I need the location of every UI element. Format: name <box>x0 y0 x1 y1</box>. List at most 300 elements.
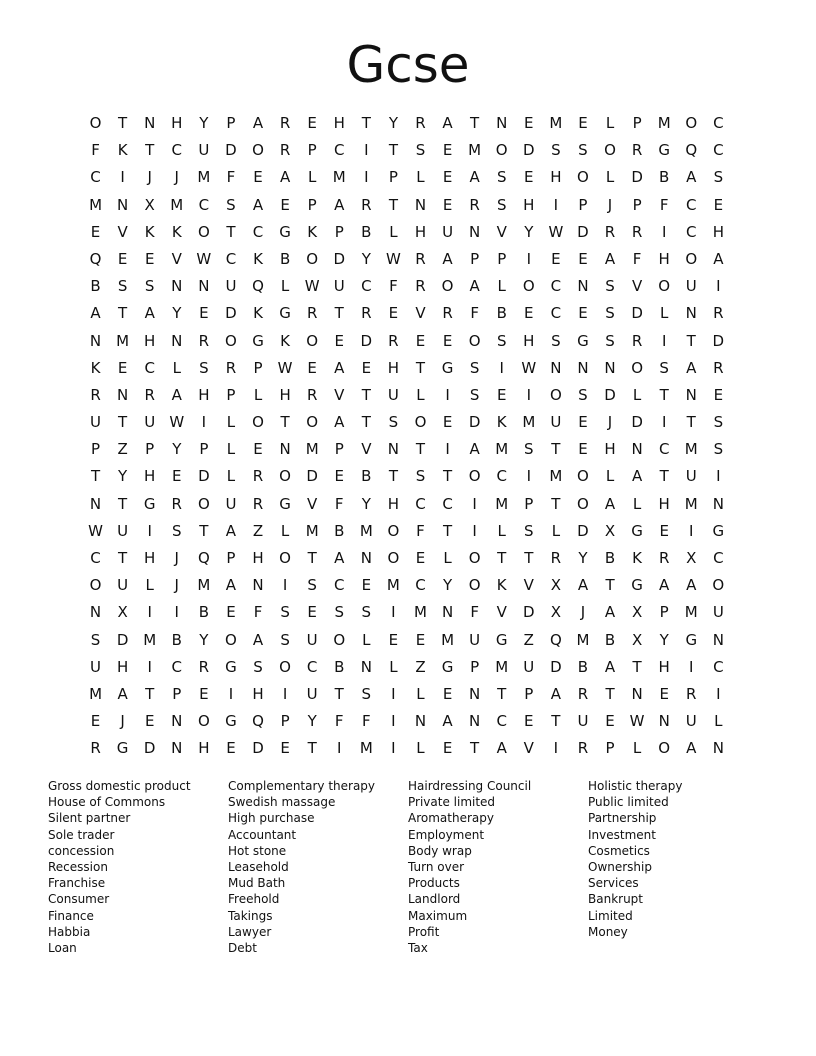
grid-cell[interactable]: S <box>469 358 480 377</box>
grid-cell[interactable]: B <box>659 168 670 187</box>
grid-cell[interactable]: U <box>685 467 697 486</box>
grid-cell[interactable]: L <box>497 521 506 540</box>
grid-cell[interactable]: A <box>252 195 264 214</box>
grid-cell[interactable]: D <box>712 331 725 350</box>
grid-cell[interactable]: Q <box>197 549 210 567</box>
grid-cell[interactable]: U <box>117 576 129 595</box>
grid-cell[interactable]: Y <box>578 549 588 567</box>
grid-cell[interactable]: M <box>89 195 103 214</box>
grid-cell[interactable]: T <box>470 739 480 758</box>
grid-cell[interactable]: O <box>333 630 346 649</box>
grid-cell[interactable]: B <box>604 630 616 649</box>
grid-cell[interactable]: M <box>441 630 455 649</box>
grid-cell[interactable]: P <box>280 712 290 731</box>
grid-cell[interactable]: N <box>279 440 291 459</box>
grid-cell[interactable]: R <box>713 358 724 377</box>
grid-cell[interactable]: A <box>686 576 697 595</box>
grid-cell[interactable]: R <box>388 331 399 350</box>
grid-cell[interactable]: S <box>226 195 236 214</box>
grid-cell[interactable]: Z <box>117 440 128 459</box>
grid-cell[interactable]: F <box>470 304 479 323</box>
grid-cell[interactable]: R <box>658 549 670 567</box>
grid-cell[interactable]: H <box>712 222 724 241</box>
grid-cell[interactable]: E <box>307 603 317 622</box>
grid-cell[interactable]: E <box>524 712 534 731</box>
grid-cell[interactable]: L <box>632 739 642 758</box>
grid-cell[interactable]: E <box>496 385 507 404</box>
grid-cell[interactable]: W <box>521 358 537 377</box>
grid-cell[interactable]: C <box>713 114 724 132</box>
grid-cell[interactable]: M <box>305 440 319 459</box>
grid-cell[interactable]: E <box>280 195 290 214</box>
grid-cell[interactable]: T <box>632 657 642 676</box>
grid-cell[interactable]: I <box>526 467 531 486</box>
grid-cell[interactable]: F <box>470 603 479 622</box>
grid-cell[interactable]: T <box>415 358 426 377</box>
grid-cell[interactable]: O <box>577 467 589 486</box>
grid-cell[interactable]: K <box>253 249 263 268</box>
grid-cell[interactable]: T <box>118 494 128 513</box>
grid-cell[interactable]: C <box>334 141 345 160</box>
grid-cell[interactable]: A <box>442 249 453 268</box>
grid-cell[interactable]: S <box>172 521 182 540</box>
grid-cell[interactable]: E <box>578 304 588 323</box>
grid-cell[interactable]: N <box>712 630 724 649</box>
grid-cell[interactable]: V <box>415 304 426 323</box>
grid-cell[interactable]: C <box>361 277 372 296</box>
grid-cell[interactable]: D <box>360 331 373 350</box>
grid-cell[interactable]: M <box>359 521 373 540</box>
grid-cell[interactable]: O <box>468 549 481 567</box>
grid-cell[interactable]: P <box>605 739 615 758</box>
grid-cell[interactable]: T <box>118 549 128 567</box>
grid-cell[interactable]: W <box>169 413 185 432</box>
grid-cell[interactable]: E <box>334 467 344 486</box>
grid-cell[interactable]: C <box>713 141 724 160</box>
grid-cell[interactable]: I <box>120 168 125 187</box>
grid-cell[interactable]: N <box>144 114 156 132</box>
grid-cell[interactable]: O <box>306 249 319 268</box>
grid-cell[interactable]: L <box>632 494 642 513</box>
grid-cell[interactable]: L <box>605 114 615 132</box>
grid-cell[interactable]: H <box>144 331 156 350</box>
grid-cell[interactable]: A <box>225 576 237 595</box>
grid-cell[interactable]: G <box>631 576 643 595</box>
grid-cell[interactable]: V <box>171 249 182 268</box>
grid-cell[interactable]: T <box>388 141 398 160</box>
grid-cell[interactable]: M <box>332 168 346 187</box>
grid-cell[interactable]: E <box>659 521 669 540</box>
grid-cell[interactable]: H <box>550 168 562 187</box>
grid-cell[interactable]: R <box>90 739 101 758</box>
grid-cell[interactable]: R <box>631 141 643 160</box>
grid-cell[interactable]: M <box>549 467 563 486</box>
grid-cell[interactable]: S <box>361 684 372 703</box>
grid-cell[interactable]: N <box>577 358 589 377</box>
grid-cell[interactable]: N <box>117 195 129 214</box>
grid-cell[interactable]: S <box>524 440 534 459</box>
grid-cell[interactable]: E <box>307 358 317 377</box>
grid-cell[interactable]: A <box>117 684 128 703</box>
grid-cell[interactable]: O <box>549 385 562 404</box>
grid-cell[interactable]: N <box>171 739 183 758</box>
grid-cell[interactable]: D <box>604 385 616 404</box>
grid-cell[interactable]: H <box>523 195 535 214</box>
grid-cell[interactable]: I <box>553 739 559 758</box>
grid-cell[interactable]: W <box>304 277 320 296</box>
grid-cell[interactable]: Z <box>523 630 534 649</box>
grid-cell[interactable]: A <box>604 249 616 268</box>
grid-cell[interactable]: D <box>631 304 643 323</box>
grid-cell[interactable]: C <box>225 249 237 268</box>
grid-cell[interactable]: H <box>198 385 210 404</box>
grid-cell[interactable]: X <box>631 630 643 649</box>
grid-cell[interactable]: B <box>171 630 182 649</box>
grid-cell[interactable]: A <box>252 114 264 132</box>
grid-cell[interactable]: P <box>388 168 398 187</box>
grid-cell[interactable]: D <box>523 141 535 160</box>
grid-cell[interactable]: R <box>225 358 237 377</box>
grid-cell[interactable]: A <box>279 168 291 187</box>
grid-cell[interactable]: T <box>118 413 128 432</box>
grid-cell[interactable]: C <box>550 304 562 323</box>
grid-cell[interactable]: N <box>360 549 372 567</box>
grid-cell[interactable]: Y <box>524 222 534 241</box>
grid-cell[interactable]: S <box>524 521 534 540</box>
grid-cell[interactable]: R <box>306 385 318 404</box>
grid-cell[interactable]: M <box>89 684 103 703</box>
grid-cell[interactable]: P <box>91 440 101 459</box>
grid-cell[interactable]: E <box>361 576 372 595</box>
grid-cell[interactable]: C <box>442 494 453 513</box>
grid-cell[interactable]: I <box>661 331 667 350</box>
grid-cell[interactable]: L <box>226 467 236 486</box>
grid-cell[interactable]: T <box>118 114 128 132</box>
grid-cell[interactable]: B <box>334 521 345 540</box>
grid-cell[interactable]: G <box>279 304 291 323</box>
grid-cell[interactable]: R <box>198 331 210 350</box>
grid-cell[interactable]: O <box>658 739 671 758</box>
grid-cell[interactable]: T <box>497 684 507 703</box>
grid-cell[interactable]: T <box>497 549 507 567</box>
grid-cell[interactable]: L <box>280 277 290 296</box>
grid-cell[interactable]: L <box>443 549 452 567</box>
grid-cell[interactable]: O <box>495 141 508 160</box>
grid-cell[interactable]: T <box>605 684 615 703</box>
grid-cell[interactable]: U <box>712 603 724 622</box>
grid-cell[interactable]: E <box>578 249 588 268</box>
grid-cell[interactable]: C <box>198 195 210 214</box>
grid-cell[interactable]: C <box>415 494 426 513</box>
grid-cell[interactable]: E <box>199 304 209 323</box>
grid-cell[interactable]: O <box>387 521 400 540</box>
grid-cell[interactable]: P <box>172 684 182 703</box>
grid-cell[interactable]: T <box>686 413 696 432</box>
grid-cell[interactable]: M <box>522 413 536 432</box>
grid-cell[interactable]: O <box>279 467 291 486</box>
grid-cell[interactable]: M <box>197 168 211 187</box>
grid-cell[interactable]: N <box>631 684 643 703</box>
grid-cell[interactable]: E <box>442 684 453 703</box>
grid-cell[interactable]: X <box>550 603 561 622</box>
grid-cell[interactable]: T <box>199 521 209 540</box>
grid-cell[interactable]: Y <box>172 440 182 459</box>
grid-cell[interactable]: S <box>144 277 155 296</box>
grid-cell[interactable]: T <box>442 521 453 540</box>
grid-cell[interactable]: D <box>631 413 643 432</box>
grid-cell[interactable]: O <box>658 277 671 296</box>
grid-cell[interactable]: K <box>496 576 507 595</box>
grid-cell[interactable]: J <box>174 168 179 187</box>
grid-cell[interactable]: S <box>713 168 724 187</box>
grid-cell[interactable]: A <box>469 440 480 459</box>
grid-cell[interactable]: N <box>577 277 589 296</box>
grid-cell[interactable]: M <box>684 603 698 622</box>
grid-cell[interactable]: N <box>604 358 616 377</box>
grid-cell[interactable]: H <box>658 657 670 676</box>
grid-cell[interactable]: G <box>279 494 291 513</box>
grid-cell[interactable]: R <box>279 141 291 160</box>
grid-cell[interactable]: P <box>253 358 263 377</box>
grid-cell[interactable]: C <box>713 657 724 676</box>
grid-cell[interactable]: N <box>414 712 427 731</box>
grid-cell[interactable]: L <box>632 385 642 404</box>
grid-cell[interactable]: R <box>252 467 264 486</box>
grid-cell[interactable]: G <box>143 494 156 513</box>
grid-cell[interactable]: V <box>307 494 318 513</box>
grid-cell[interactable]: T <box>470 114 480 132</box>
grid-cell[interactable]: O <box>631 358 643 377</box>
grid-cell[interactable]: B <box>334 657 345 676</box>
grid-cell[interactable]: L <box>389 657 398 676</box>
grid-cell[interactable]: J <box>174 549 179 567</box>
grid-cell[interactable]: D <box>333 249 346 268</box>
grid-cell[interactable]: O <box>522 277 535 296</box>
grid-cell[interactable]: E <box>334 331 344 350</box>
grid-cell[interactable]: E <box>578 114 588 132</box>
grid-cell[interactable]: R <box>577 739 589 758</box>
grid-cell[interactable]: G <box>577 331 589 350</box>
grid-cell[interactable]: C <box>252 222 264 241</box>
grid-cell[interactable]: H <box>171 114 183 132</box>
grid-cell[interactable]: I <box>364 168 369 187</box>
grid-cell[interactable]: C <box>713 549 724 567</box>
grid-cell[interactable]: R <box>198 657 210 676</box>
grid-cell[interactable]: X <box>604 521 616 540</box>
grid-cell[interactable]: M <box>495 440 509 459</box>
grid-cell[interactable]: R <box>604 222 616 241</box>
grid-cell[interactable]: D <box>577 521 589 540</box>
grid-cell[interactable]: A <box>631 467 643 486</box>
grid-cell[interactable]: I <box>147 521 152 540</box>
grid-cell[interactable]: A <box>334 195 345 214</box>
grid-cell[interactable]: K <box>171 222 182 241</box>
grid-cell[interactable]: P <box>307 141 317 160</box>
grid-cell[interactable]: S <box>578 141 588 160</box>
grid-cell[interactable]: I <box>499 358 504 377</box>
grid-cell[interactable]: L <box>605 467 615 486</box>
grid-cell[interactable]: G <box>441 657 454 676</box>
grid-cell[interactable]: P <box>632 195 642 214</box>
grid-cell[interactable]: Q <box>252 712 264 731</box>
grid-cell[interactable]: E <box>226 603 236 622</box>
grid-cell[interactable]: I <box>445 440 450 459</box>
grid-cell[interactable]: I <box>282 576 288 595</box>
grid-cell[interactable]: T <box>145 684 155 703</box>
grid-cell[interactable]: R <box>631 331 643 350</box>
grid-cell[interactable]: I <box>526 249 531 268</box>
grid-cell[interactable]: A <box>686 358 697 377</box>
grid-cell[interactable]: S <box>415 141 426 160</box>
grid-cell[interactable]: P <box>226 549 236 567</box>
grid-cell[interactable]: I <box>228 684 234 703</box>
grid-cell[interactable]: N <box>712 494 724 513</box>
grid-cell[interactable]: P <box>659 603 669 622</box>
grid-cell[interactable]: I <box>526 385 531 404</box>
grid-cell[interactable]: E <box>415 630 426 649</box>
grid-cell[interactable]: S <box>280 630 290 649</box>
grid-cell[interactable]: R <box>252 494 264 513</box>
grid-cell[interactable]: E <box>415 549 426 567</box>
grid-cell[interactable]: Y <box>199 630 209 649</box>
grid-cell[interactable]: U <box>577 712 589 731</box>
grid-cell[interactable]: S <box>280 603 290 622</box>
grid-cell[interactable]: I <box>689 657 694 676</box>
grid-cell[interactable]: U <box>225 277 237 296</box>
grid-cell[interactable]: E <box>442 168 453 187</box>
grid-cell[interactable]: A <box>496 739 507 758</box>
grid-cell[interactable]: G <box>658 141 670 160</box>
grid-cell[interactable]: K <box>90 358 101 377</box>
grid-cell[interactable]: I <box>472 494 477 513</box>
grid-cell[interactable]: J <box>607 413 613 432</box>
grid-cell[interactable]: C <box>144 358 155 377</box>
grid-cell[interactable]: R <box>144 385 155 404</box>
grid-cell[interactable]: S <box>659 358 669 377</box>
grid-cell[interactable]: I <box>364 141 369 160</box>
grid-cell[interactable]: R <box>361 304 372 323</box>
grid-cell[interactable]: U <box>198 141 210 160</box>
grid-cell[interactable]: W <box>629 712 645 731</box>
grid-cell[interactable]: I <box>391 712 396 731</box>
grid-cell[interactable]: A <box>252 630 264 649</box>
grid-cell[interactable]: E <box>524 304 534 323</box>
grid-cell[interactable]: W <box>196 249 212 268</box>
grid-cell[interactable]: D <box>116 630 129 649</box>
grid-cell[interactable]: I <box>147 657 152 676</box>
grid-cell[interactable]: U <box>117 521 129 540</box>
grid-cell[interactable]: U <box>225 494 237 513</box>
grid-cell[interactable]: M <box>495 657 509 676</box>
grid-cell[interactable]: S <box>334 603 344 622</box>
grid-cell[interactable]: L <box>660 304 669 323</box>
grid-cell[interactable]: T <box>118 304 128 323</box>
grid-cell[interactable]: U <box>90 657 102 676</box>
grid-cell[interactable]: C <box>496 467 507 486</box>
grid-cell[interactable]: P <box>145 440 155 459</box>
grid-cell[interactable]: I <box>661 222 667 241</box>
grid-cell[interactable]: O <box>685 114 698 132</box>
grid-cell[interactable]: E <box>524 114 534 132</box>
grid-cell[interactable]: S <box>605 277 615 296</box>
grid-cell[interactable]: S <box>605 304 615 323</box>
grid-cell[interactable]: F <box>334 494 344 513</box>
grid-cell[interactable]: U <box>306 684 318 703</box>
grid-cell[interactable]: R <box>90 385 101 404</box>
grid-cell[interactable]: S <box>361 603 372 622</box>
grid-cell[interactable]: N <box>89 603 102 622</box>
grid-cell[interactable]: G <box>685 630 698 649</box>
grid-cell[interactable]: M <box>197 576 211 595</box>
grid-cell[interactable]: I <box>661 413 667 432</box>
grid-cell[interactable]: H <box>414 222 427 241</box>
grid-cell[interactable]: E <box>659 684 669 703</box>
grid-cell[interactable]: E <box>144 249 155 268</box>
grid-cell[interactable]: Y <box>442 576 453 595</box>
grid-cell[interactable]: U <box>523 657 535 676</box>
grid-cell[interactable]: T <box>334 684 344 703</box>
grid-cell[interactable]: G <box>252 331 264 350</box>
grid-cell[interactable]: O <box>306 413 319 432</box>
grid-cell[interactable]: J <box>580 603 586 622</box>
grid-cell[interactable]: K <box>632 549 643 567</box>
grid-cell[interactable]: G <box>631 521 643 540</box>
grid-cell[interactable]: B <box>279 249 291 268</box>
grid-cell[interactable]: M <box>386 576 400 595</box>
grid-cell[interactable]: A <box>144 304 155 323</box>
grid-cell[interactable]: S <box>388 413 399 432</box>
grid-cell[interactable]: G <box>225 657 237 676</box>
grid-cell[interactable]: S <box>90 630 101 649</box>
grid-cell[interactable]: W <box>277 358 293 377</box>
grid-cell[interactable]: A <box>442 114 453 132</box>
grid-cell[interactable]: L <box>226 440 236 459</box>
grid-cell[interactable]: O <box>387 549 400 567</box>
grid-cell[interactable]: A <box>334 358 345 377</box>
grid-cell[interactable]: S <box>117 277 128 296</box>
grid-cell[interactable]: Y <box>199 114 209 132</box>
grid-cell[interactable]: T <box>307 739 317 758</box>
grid-cell[interactable]: F <box>334 712 344 731</box>
grid-cell[interactable]: N <box>198 277 210 296</box>
grid-cell[interactable]: O <box>468 467 481 486</box>
grid-cell[interactable]: A <box>686 739 697 758</box>
grid-cell[interactable]: T <box>686 331 696 350</box>
grid-cell[interactable]: O <box>252 141 264 160</box>
grid-cell[interactable]: P <box>497 249 507 268</box>
grid-cell[interactable]: T <box>442 467 453 486</box>
grid-cell[interactable]: E <box>117 249 128 268</box>
grid-cell[interactable]: H <box>387 494 400 513</box>
grid-cell[interactable]: T <box>551 440 561 459</box>
grid-cell[interactable]: S <box>578 385 588 404</box>
grid-cell[interactable]: O <box>468 576 481 595</box>
grid-cell[interactable]: V <box>496 603 507 622</box>
grid-cell[interactable]: A <box>90 304 101 323</box>
grid-cell[interactable]: S <box>713 413 724 432</box>
grid-cell[interactable]: E <box>253 168 263 187</box>
grid-cell[interactable]: E <box>307 114 317 132</box>
grid-cell[interactable]: C <box>306 657 318 676</box>
grid-cell[interactable]: A <box>171 385 182 404</box>
grid-cell[interactable]: P <box>226 385 236 404</box>
grid-cell[interactable]: C <box>496 712 507 731</box>
grid-cell[interactable]: O <box>279 549 291 567</box>
grid-cell[interactable]: G <box>712 521 725 540</box>
grid-cell[interactable]: I <box>147 603 152 622</box>
grid-cell[interactable]: A <box>469 277 480 296</box>
grid-cell[interactable]: K <box>280 331 290 350</box>
